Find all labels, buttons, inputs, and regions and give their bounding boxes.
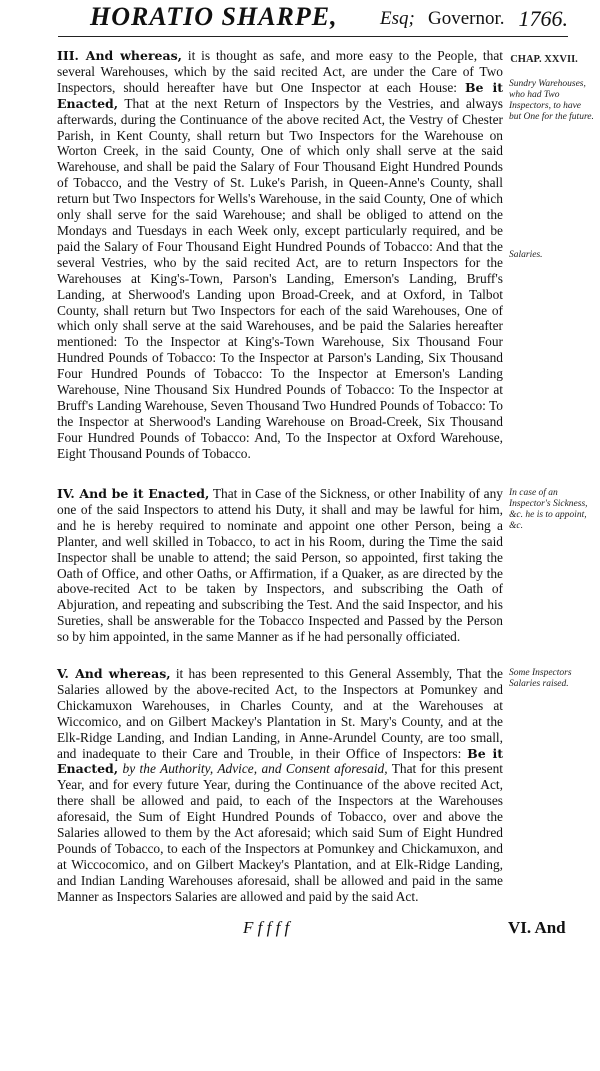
title-esq: Esq;: [380, 8, 415, 29]
margin-note-salaries: Salaries.: [509, 250, 543, 260]
section-3-text2: That at the next Return of Inspectors by the Vestries, and always afterwards, during the Continuance of the above recited Act, the Vestry of Chester Parish, in Kent County, shall return but Two Inspectors for the Warehouse on Worton Creek, in the said County, One of which only shall serve at the said Warehouse, and shall be paid the Salary of Four Thousand Eight Hundred Pounds of Tobacco, and the Vestry of St. Luke's Parish, in Queen-Anne's County, shall return but Two Inspectors for Wells's Warehouse, in the said County, One of which only shall serve for the said Warehouse; and shall be obliged to attend on the Mondays and Tuesdays in each Week only, except particularly required, and be paid the Salary of Four Thousand Eight Hundred Pounds of Tobacco: And that the several Vestries, who by the said recited Act, are to return Inspectors for the Warehouses at King's-Town, Parson's Landing, Emerson's Landing, Bruff's Landing, at Sherwood's Landing upon Broad-Creek, and at Oxford, in Talbot County, shall return but Two Inspectors for each of the said Warehouses, One of which only shall serve at the said Warehouses, and be paid the Salaries hereafter mentioned: To the Inspector at King's-Town Warehouse, Six Thousand Four Hundred Pounds of Tobacco: To the Inspector at Parson's Landing, Six Thousand Four Hundred Pounds of Tobacco: To the Inspector at Emerson's Landing Warehouse, Nine Thousand Six Hundred Pounds of Tobacco: To the Inspector at Bruff's Landing Warehouse, Seven Thousand Two Hundred Pounds of Tobacco: To the Inspector at Sherwood's Landing Warehouse on Broad-Creek, Six Thousand Four Hundred Pounds of Tobacco: And, To the Inspector at Oxford Warehouse, Eight Thousand Pounds of Tobacco.: [57, 95, 504, 461]
margin-chapter: CHAP. XXVII.: [510, 54, 578, 65]
margin-note-sundry: Sundry Warehouses, who had Two Inspectors, to have but One for the future.: [509, 79, 594, 122]
signature-mark: F f f f f: [243, 918, 290, 937]
section-3-text: it is thought as safe, and more easy to the People, that several Warehouses, which by the said recited Act, are under the Care of Two Inspectors, should hereafter have but One Inspector at each House:: [57, 48, 503, 95]
section-5-lead: V. And whereas,: [57, 666, 171, 681]
section-5-enact: Be it Enacted,: [57, 745, 503, 777]
section-3-lead: III. And whereas,: [57, 48, 182, 63]
running-title: HORATIO SHARPE,: [90, 2, 338, 31]
section-4-text: That in Case of the Sickness, or other Inability of any one of the said Inspectors to attend his Duty, it shall and may be lawful for him, and he is hereby required to nominate and appoint one other Person, being a Planter, and well skilled in Tobacco, to act in his Room, during the Time the said Inspector shall be unable to attend; the said Person, so appointed, first taking the Oath of Office, and other Oaths, or Affirmation, if a Quaker, as are directed by the above-recited Act to be taken by Inspectors, and subscribing the Oath of Abjuration, and repeating and subscribing the Test. And the said Inspector, and his Sureties, shall be answerable for the Tobacco Inspected and Passed by the Person so by him appointed, in the same Manner as if he had personally officiated.: [57, 486, 503, 645]
section-5-text: it has been represented to this General Assembly, That the Salaries allowed by the above-recited Act, to the Inspectors at Pomunkey and Chickamuxon Warehouses, in Charles County, and at the Warehouses at Wiccomico, and on Gilbert Mackey's Plantation in St. Mary's County, and at the Elk-Ridge Landing, and Indian Landing, in Anne-Arundel County, are too small, and inadequate to their Care and Trouble, in their Office of Inspectors:: [57, 666, 503, 761]
catchword: VI. And: [508, 918, 566, 937]
page-footer: [0, 918, 600, 942]
section-5-enact-italic: by the Authority, Advice, and Consent aforesaid,: [122, 761, 388, 777]
page-header: [58, 2, 568, 37]
section-5-paragraph: [57, 666, 503, 905]
section-5-text2: That for this present Year, and for every future Year, during the Continuance of the above recited Act, there shall be allowed and paid, to each of the Inspectors at the Warehouses aforesaid, the Sum of Eight Hundred Pounds of Tobacco, over and above the Salaries allowed to them by the Act aforesaid; which said Sum of Eight Hundred Pounds of Tobacco, to each of the Inspectors at Pomunkey and Chickamuxon, and at Wiccocomico, and on Gilbert Mackey's Plantation, and at Elk-Ridge Landing, and Indian Landing Warehouses aforesaid, shall be allowed and paid in the same Manner as Inspectors Salaries are allowed and paid by the said Act.: [57, 761, 503, 904]
section-4-lead: IV. And be it Enacted,: [57, 486, 210, 501]
page-year: 1766.: [518, 6, 568, 31]
margin-note-some-inspectors: Some Inspectors Salaries raised.: [509, 668, 572, 689]
section-4-paragraph: [57, 486, 503, 645]
section-3-paragraph: [57, 48, 503, 462]
section-3-enact: Be it Enacted,: [57, 79, 503, 111]
margin-note-sickness: In case of an Inspector's Sickness, &c. he is to appoint, &c.: [509, 488, 588, 531]
title-governor: Governor.: [428, 8, 505, 29]
